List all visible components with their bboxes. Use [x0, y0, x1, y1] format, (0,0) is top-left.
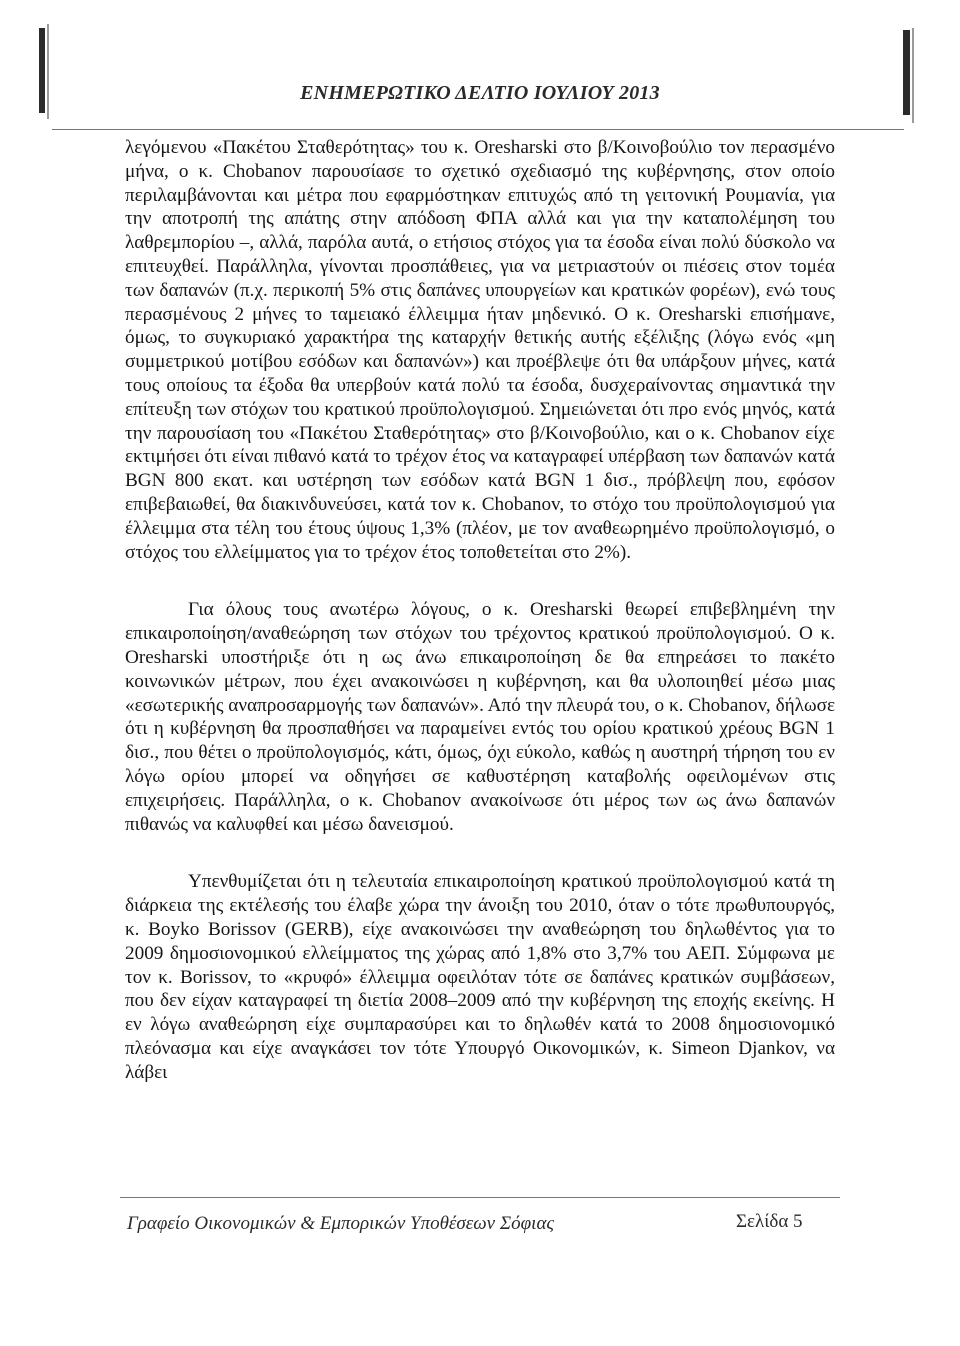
paragraph-3: Υπενθυμίζεται ότι η τελευταία επικαιροποίηση κρατικού προϋπολογισμού κατά τη διάρκεια της εκτέλεσής του έλαβε χώρα την άνοιξη του 2010, όταν ο τότε πρωθυπουργός, κ. Boyko Borissov (GERB), είχε ανακοινώσει την αναθεώρηση του δηλωθέντος για το 2009 δημοσιονομικού ελλείμματος της χώρας από 1,8% στο 3,7% του ΑΕΠ. Σύμφωνα με τον κ. Borissov, το «κρυφό» έλλειμμα οφειλόταν τότε σε δαπάνες κρατικών συμβάσεων, που δεν είχαν καταγραφεί τη διετία 2008–2009 από την κυβέρνηση της εποχής εκείνης. Η εν λόγω αναθεώρηση είχε συμπαρασύρει και το δηλωθέν κατά το 2008 δημοσιονομικό πλεόνασμα και είχε αναγκάσει τον τότε Υπουργό Οικονομικών, κ. Simeon Djankov, να λάβει: [125, 871, 835, 1083]
paragraph-2: Για όλους τους ανωτέρω λόγους, ο κ. Oresharski θεωρεί επιβεβλημένη την επικαιροποίηση/αναθεώρηση των στόχων του τρέχοντος κρατικού προϋπολογισμού. Ο κ. Oresharski υποστήριξε ότι η ως άνω επικαιροποίηση δε θα επηρεάσει το πακέτο κοινωνικών μέτρων, που έχει ανακοινώσει η κυβέρνηση, και θα υλοποιηθεί μέσω μιας «εσωτερικής αναπροσαρμογής των δαπανών». Από την πλευρά του, ο κ. Chobanov, δήλωσε ότι η κυβέρνηση θα προσπαθήσει να παραμείνει εντός του ορίου κρατικού χρέους BGN 1 δισ., που θέτει ο προϋπολογισμός, κάτι, όμως, όχι εύκολο, καθώς η αυστηρή τήρηση του εν λόγω ορίου μπορεί να οδηγήσει σε καθυστέρηση καταβολής οφειλομένων στις επιχειρήσεις. Παράλληλα, ο κ. Chobanov ανακοίνωσε ότι μέρος των ως άνω δαπανών πιθανώς να καλυφθεί και μέσω δανεισμού.: [125, 599, 835, 835]
document-body: [125, 136, 835, 1084]
page-header-title: ΕΝΗΜΕΡΩΤΙΚΟ ΔΕΛΤΙΟ ΙΟΥΛΙΟΥ 2013: [300, 82, 660, 104]
scan-edge-line-right: [912, 28, 914, 123]
scan-edge-mark-right: [903, 30, 910, 115]
paragraph-1: λεγόμενου «Πακέτου Σταθερότητας» του κ. Oresharski στο β/Κοινοβούλιο τον περασμένο μήνα, ο κ. Chobanov παρουσίασε το σχετικό σχεδιασμό της κυβέρνησης, στον οποίο περιλαμβάνονται και μέτρα που εφαρμόστηκαν επιτυχώς από τη γειτονική Ρουμανία, για την αποτροπή της απάτης στην απόδοση ΦΠΑ αλλά και για την καταπολέμηση του λαθρεμπορίου –, αλλά, παρόλα αυτά, ο ετήσιος στόχος για τα έσοδα είναι πολύ δύσκολο να επιτευχθεί. Παράλληλα, γίνονται προσπάθειες, για να μετριαστούν οι πιέσεις στον τομέα των δαπανών (π.χ. περικοπή 5% στις δαπάνες υπουργείων και κρατικών φορέων), ενώ τους περασμένους 2 μήνες το ταμειακό έλλειμμα ήταν μηδενικό. Ο κ. Oresharski επισήμανε, όμως, το συγκυριακό χαρακτήρα της καταρχήν θετικής αυτής εξέλιξης (λόγω ενός «μη συμμετρικού μοτίβου εσόδων και δαπανών») και προέβλεψε ότι θα υπάρξουν μήνες, κατά τους οποίους τα έξοδα θα υπερβούν κατά πολύ τα έσοδα, δυσχεραίνοντας σημαντικά την επίτευξη των στόχων του κρατικού προϋπολογισμού. Σημειώνεται ότι προ ενός μηνός, κατά την παρουσίαση του «Πακέτου Σταθερότητας» στο β/Κοινοβούλιο, και ο κ. Chobanov είχε εκτιμήσει ότι είναι πιθανό κατά το τρέχον έτος να καταγραφεί υπέρβαση των δαπανών κατά BGN 800 εκατ. και υστέρηση των εσόδων κατά BGN 1 δισ., πρόβλεψη που, εφόσον επιβεβαιωθεί, θα διακινδυνεύσει, κατά τον κ. Chobanov, το στόχο του προϋπολογισμού για έλλειμμα στα τέλη του έτους ύψους 1,3% (πλέον, με τον αναθεωρημένο προϋπολογισμό, ο στόχος του ελλείμματος για το τρέχον έτος τοποθετείται στο 2%).: [125, 137, 835, 563]
footer-divider: [120, 1197, 840, 1198]
scan-edge-line-left: [47, 24, 49, 119]
scan-edge-mark-left: [39, 28, 45, 113]
footer-page-number: Σελίδα 5: [736, 1211, 803, 1232]
footer-office-name: Γραφείο Οικονομικών & Εμπορικών Υποθέσεων Σόφιας: [127, 1213, 555, 1234]
header-divider: [52, 129, 904, 130]
